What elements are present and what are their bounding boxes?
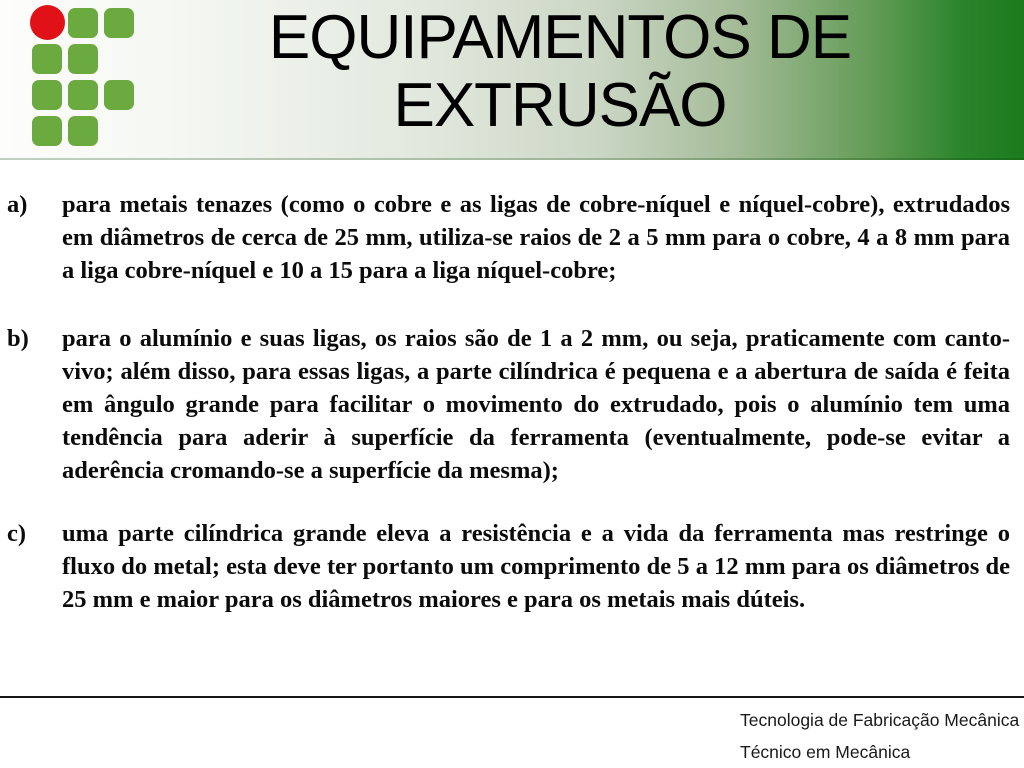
list-item-text: para metais tenazes (como o cobre e as ligas de cobre-níquel e níquel-cobre), extrudados em diâmetros de cerca de 25 mm, utiliza-se raios de 2 a 5 mm para o cobre, 4 a 8 mm para a liga cobre-níquel e 10 a 15 para a liga níquel-cobre; [62, 191, 1010, 284]
list-item [7, 517, 1010, 616]
logo-green-square [32, 116, 62, 146]
list-item-text: uma parte cilíndrica grande eleva a resistência e a vida da ferramenta mas restringe o fluxo do metal; esta deve ter portanto um comprimento de 5 a 12 mm para os diâmetros de 25 mm e maior para os diâmetros maiores e para os metais mais dúteis. [62, 520, 1010, 613]
list-item-label: a) [7, 191, 28, 218]
slide-footer [740, 711, 1019, 761]
logo-red-circle [30, 5, 65, 40]
logo-green-square [68, 8, 98, 38]
list-item [7, 188, 1010, 287]
logo-green-square [104, 8, 134, 38]
footer-program-name: Técnico em Mecânica [740, 742, 911, 762]
footer-course-name: Tecnologia de Fabricação Mecânica [740, 710, 1020, 730]
list-item [7, 322, 1010, 487]
slide-body [7, 188, 1010, 616]
list-item-text: para o alumínio e suas ligas, os raios são de 1 a 2 mm, ou seja, praticamente com canto-vivo; além disso, para essas ligas, a parte cilíndrica é pequena e a abertura de saída é feita em ângulo grande para facilitar o movimento do extrudado, pois o alumínio tem uma tendência para aderir à superfície da ferramenta (eventualmente, pode-se evitar a aderência cromando-se a superfície da mesma); [62, 325, 1010, 484]
slide-title: EQUIPAMENTOS DE EXTRUSÃO [268, 3, 852, 140]
list-item-label: b) [7, 325, 29, 352]
footer-divider [0, 696, 1024, 698]
logo-green-square [104, 80, 134, 110]
list-item-label: c) [7, 520, 27, 547]
logo-green-square [68, 80, 98, 110]
logo-green-square [68, 44, 98, 74]
institution-logo [32, 8, 136, 148]
logo-green-square [32, 44, 62, 74]
slide-header [0, 0, 1024, 160]
logo-green-square [32, 80, 62, 110]
logo-green-square [68, 116, 98, 146]
